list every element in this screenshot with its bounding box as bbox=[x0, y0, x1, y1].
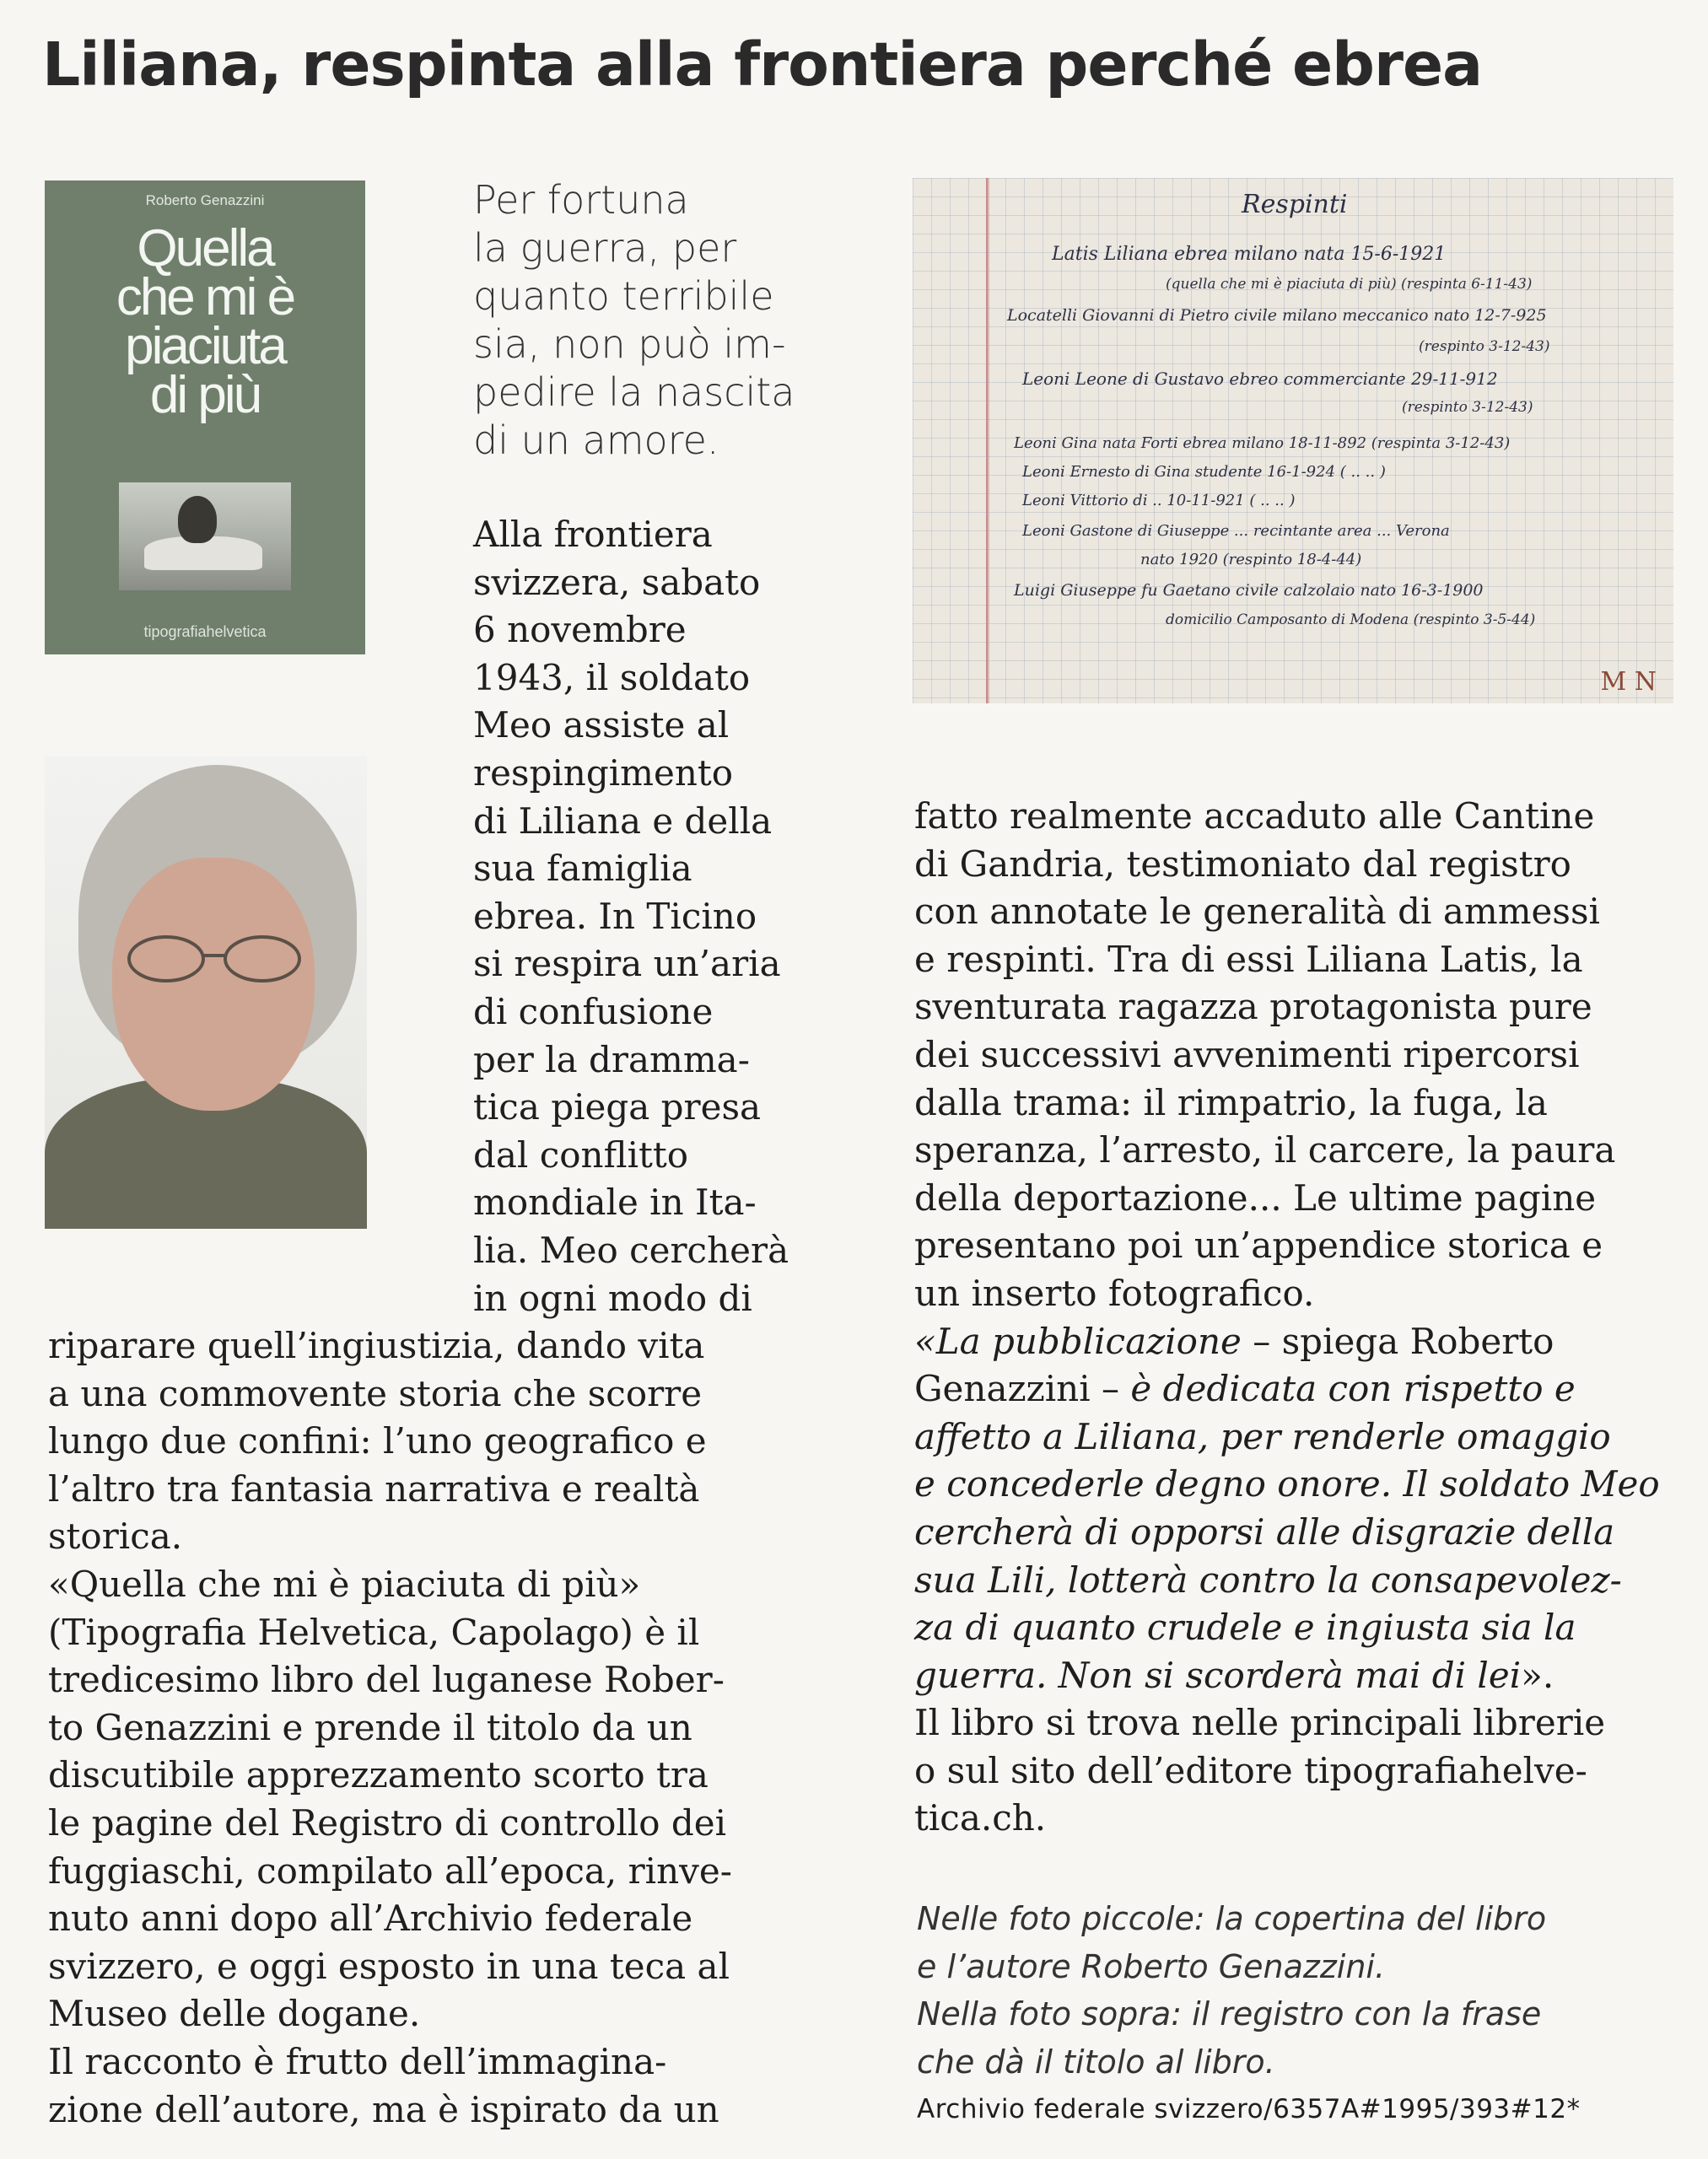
body-line: di Gandria, testimoniato dal registro bbox=[914, 843, 1571, 885]
quote-line: affetto a Liliana, per renderle omaggio bbox=[914, 1415, 1611, 1457]
registry-line: Luigi Giuseppe fu Gaetano civile calzolaio nato 16-3-1900 bbox=[1014, 581, 1484, 600]
body-line: nuto anni dopo all’Archivio federale bbox=[48, 1898, 693, 1940]
body-line: 6 novembre bbox=[473, 609, 687, 651]
quote-plain: – spiega Roberto bbox=[1241, 1320, 1554, 1362]
body-line: sua famiglia bbox=[473, 848, 692, 890]
caption-line: Nella foto sopra: il registro con la frase bbox=[917, 1995, 1542, 2032]
registry-line: Leoni Vittorio di .. 10-11-921 ( .. .. ) bbox=[1022, 492, 1296, 509]
body-line: dal conflitto bbox=[473, 1133, 689, 1176]
body-line: Il racconto è frutto dell’immagina- bbox=[48, 2040, 667, 2082]
body-line: sventurata ragazza protagonista pure bbox=[914, 986, 1592, 1028]
cover-title-line: Quella bbox=[137, 219, 273, 277]
quote-italic: è dedicata con rispetto e bbox=[1130, 1368, 1576, 1410]
registry-stamp: M N bbox=[1600, 667, 1657, 697]
cover-publisher: tipografiahelvetica bbox=[143, 623, 267, 640]
body-line: fatto realmente accaduto alle Cantine bbox=[914, 795, 1595, 837]
quote-line: za di quanto crudele e ingiusta sia la bbox=[914, 1607, 1576, 1649]
body-line: svizzero, e oggi esposto in una teca al bbox=[48, 1945, 730, 1987]
body-line: 1943, il soldato bbox=[473, 656, 751, 698]
body-line: Meo assiste al bbox=[473, 704, 730, 746]
body-line: (Tipografia Helvetica, Capolago) è il bbox=[48, 1611, 700, 1653]
body-line: zione dell’autore, ma è ispirato da un bbox=[48, 2088, 719, 2130]
registry-line: domicilio Camposanto di Modena (respinto 3-5-44) bbox=[1166, 611, 1536, 628]
body-line: di confusione bbox=[473, 990, 714, 1032]
body-line: tica piega presa bbox=[473, 1086, 762, 1128]
lead-line: di un amore. bbox=[473, 417, 719, 463]
body-line: respingimento bbox=[473, 751, 734, 794]
book-cover-image bbox=[45, 180, 365, 654]
registry-header: Respinti bbox=[1242, 190, 1348, 219]
lead-line: Per fortuna bbox=[473, 177, 689, 223]
registry-line: Leoni Gastone di Giuseppe ... recintante area ... Verona bbox=[1022, 522, 1450, 540]
registry-line: nato 1920 (respinto 18-4-44) bbox=[1140, 551, 1362, 568]
body-line: tica.ch. bbox=[914, 1797, 1047, 1839]
author-portrait bbox=[45, 756, 367, 1229]
body-column-2 bbox=[914, 793, 1660, 1843]
body-line: della deportazione... Le ultime pagine bbox=[914, 1176, 1597, 1219]
lead-paragraph bbox=[473, 176, 795, 465]
body-line: a una commovente storia che scorre bbox=[48, 1372, 703, 1414]
registry-document-image bbox=[913, 178, 1673, 703]
body-line: Museo delle dogane. bbox=[48, 1993, 421, 2035]
quote-line bbox=[914, 1652, 1660, 1700]
registry-line: (quella che mi è piaciuta di più) (respinta 6-11-43) bbox=[1166, 276, 1533, 293]
quote-italic: «La pubblicazione bbox=[914, 1320, 1242, 1362]
body-line: mondiale in Ita- bbox=[473, 1182, 757, 1224]
registry-line: Leoni Gina nata Forti ebrea milano 18-11-892 (respinta 3-12-43) bbox=[1014, 434, 1511, 452]
cover-title-line: di più bbox=[149, 366, 261, 424]
cover-title-line: piaciuta bbox=[125, 317, 285, 375]
body-line: fuggiaschi, compilato all’epoca, rinve- bbox=[48, 1849, 732, 1892]
lead-line: quanto terribile bbox=[473, 273, 774, 319]
body-line: lungo due confini: l’uno geografico e bbox=[48, 1420, 707, 1462]
body-line: le pagine del Registro di controllo dei bbox=[48, 1801, 727, 1844]
body-line: discutibile apprezzamento scorto tra bbox=[48, 1754, 709, 1796]
body-column-1-wide bbox=[48, 1322, 732, 2134]
quote-line bbox=[914, 1365, 1660, 1413]
registry-line: (respinto 3-12-43) bbox=[1402, 399, 1533, 416]
caption-line: e l’autore Roberto Genazzini. bbox=[917, 1947, 1386, 1985]
registry-line: Latis Liliana ebrea milano nata 15-6-1921 bbox=[1052, 244, 1447, 265]
body-line: svizzera, sabato bbox=[473, 561, 761, 603]
quote-line: sua Lili, lotterà contro la consapevolez- bbox=[914, 1559, 1622, 1601]
quote-italic: guerra. Non si scorderà mai di lei bbox=[914, 1654, 1522, 1696]
photo-caption bbox=[917, 1895, 1546, 2086]
body-line: to Genazzini e prende il titolo da un bbox=[48, 1706, 692, 1748]
lead-line: sia, non può im- bbox=[473, 321, 786, 367]
cover-photo bbox=[119, 482, 291, 590]
body-line: speranza, l’arresto, il carcere, la paura bbox=[914, 1129, 1616, 1171]
body-line: con annotate le generalità di ammessi bbox=[914, 891, 1600, 933]
registry-line: Leoni Leone di Gustavo ebreo commerciante 29-11-912 bbox=[1022, 369, 1498, 389]
body-line: lia. Meo cercherà bbox=[473, 1229, 789, 1271]
body-line: storica. bbox=[48, 1516, 183, 1558]
registry-line: Leoni Ernesto di Gina studente 16-1-924 ( .. .. ) bbox=[1022, 463, 1386, 481]
quote-line: e concederle degno onore. Il soldato Meo bbox=[914, 1463, 1660, 1505]
cover-title bbox=[45, 219, 365, 424]
body-line: di Liliana e della bbox=[473, 800, 773, 842]
cover-author: Roberto Genazzini bbox=[145, 192, 265, 208]
body-line: riparare quell’ingiustizia, dando vita bbox=[48, 1325, 705, 1366]
body-line: presentano poi un’appendice storica e bbox=[914, 1225, 1603, 1267]
body-line: dalla trama: il rimpatrio, la fuga, la bbox=[914, 1081, 1548, 1123]
photo-credit: Archivio federale svizzero/6357A#1995/393#12* bbox=[917, 2094, 1581, 2124]
registry-line: (respinto 3-12-43) bbox=[1419, 338, 1550, 355]
body-line: ebrea. In Ticino bbox=[473, 895, 757, 937]
quote-line: cercherà di opporsi alle disgrazie della bbox=[914, 1510, 1615, 1553]
caption-line: che dà il titolo al libro. bbox=[917, 2043, 1275, 2081]
quote-plain: ». bbox=[1521, 1654, 1554, 1696]
headline: Liliana, respinta alla frontiera perché ebrea bbox=[42, 30, 1483, 100]
body-line: Il libro si trova nelle principali librerie bbox=[914, 1702, 1606, 1744]
body-line: l’altro tra fantasia narrativa e realtà bbox=[48, 1467, 700, 1510]
lead-line: la guerra, per bbox=[473, 225, 737, 271]
body-line: tredicesimo libro del luganese Rober- bbox=[48, 1659, 725, 1701]
quote-line bbox=[914, 1318, 1660, 1366]
body-column-1-narrow bbox=[473, 511, 789, 1322]
caption-line: Nelle foto piccole: la copertina del libro bbox=[917, 1900, 1547, 1937]
body-line: o sul sito dell’editore tipografiahelve- bbox=[914, 1749, 1587, 1791]
cover-title-line: che mi è bbox=[116, 268, 294, 326]
registry-line: Locatelli Giovanni di Pietro civile milano meccanico nato 12-7-925 bbox=[1007, 306, 1547, 325]
body-line: e respinti. Tra di essi Liliana Latis, la bbox=[914, 938, 1583, 980]
body-line: in ogni modo di bbox=[473, 1277, 752, 1319]
glasses-icon bbox=[126, 934, 303, 984]
lead-line: pedire la nascita bbox=[473, 369, 795, 415]
body-line: «Quella che mi è piaciuta di più» bbox=[48, 1563, 641, 1605]
body-line: si respira un’aria bbox=[473, 943, 781, 985]
body-line: dei successivi avvenimenti ripercorsi bbox=[914, 1033, 1580, 1075]
body-line: un inserto fotografico. bbox=[914, 1272, 1315, 1314]
quote-plain: Genazzini – bbox=[914, 1368, 1131, 1410]
body-line: Alla frontiera bbox=[473, 514, 713, 555]
body-line: per la dramma- bbox=[473, 1038, 750, 1080]
